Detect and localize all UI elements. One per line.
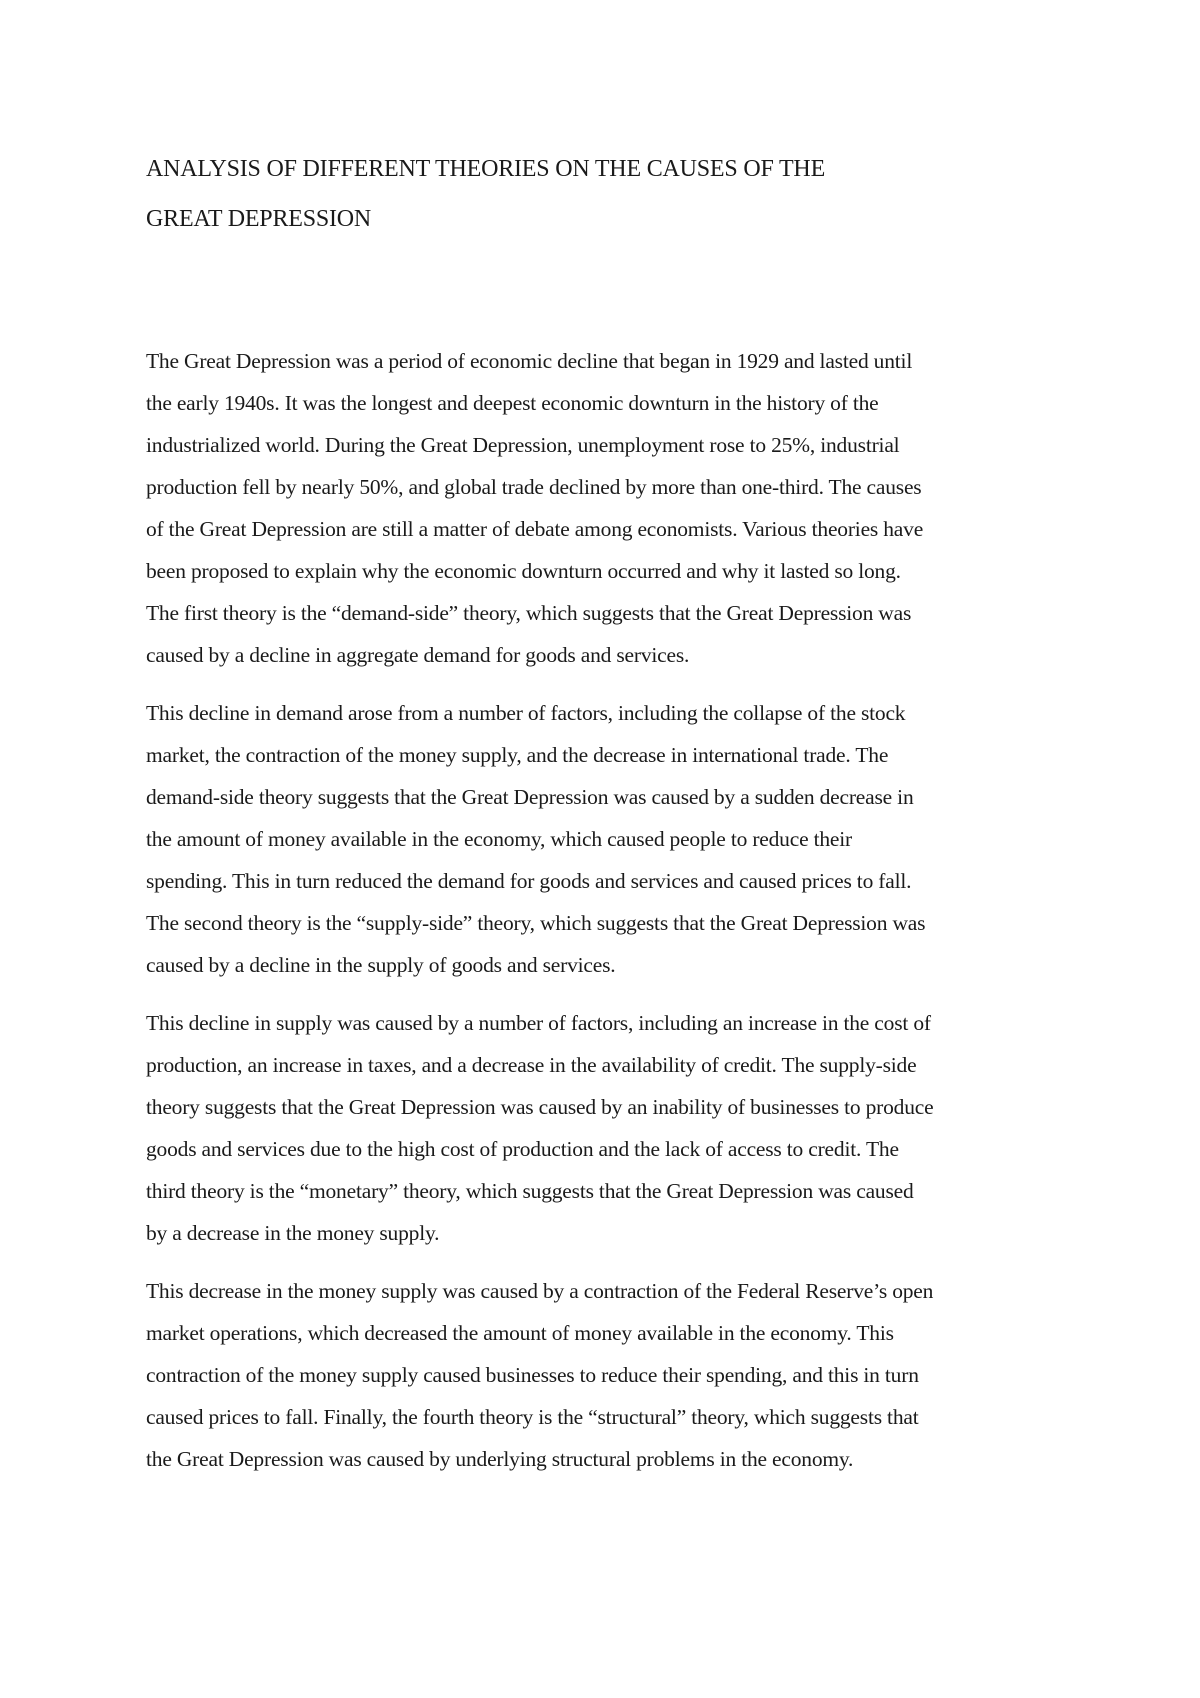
text-line: market, the contraction of the money supply, and the decrease in international trade. The <box>146 743 889 767</box>
text-line: industrialized world. During the Great Depression, unemployment rose to 25%, industrial <box>146 433 900 457</box>
text-line: This decline in demand arose from a number of factors, including the collapse of the stock <box>146 701 906 725</box>
text-line: been proposed to explain why the economic downturn occurred and why it lasted so long. <box>146 559 901 583</box>
title-line: GREAT DEPRESSION <box>146 206 372 232</box>
paragraph-4 <box>146 1270 1076 1480</box>
document-body <box>146 340 1076 1496</box>
paragraph-2 <box>146 692 1076 986</box>
document-title <box>146 144 1076 244</box>
text-line: market operations, which decreased the amount of money available in the economy. This <box>146 1321 894 1345</box>
text-line: The first theory is the “demand-side” theory, which suggests that the Great Depression was <box>146 601 912 625</box>
text-line: caused by a decline in aggregate demand for goods and services. <box>146 643 690 667</box>
text-line: the early 1940s. It was the longest and deepest economic downturn in the history of the <box>146 391 879 415</box>
title-line: ANALYSIS OF DIFFERENT THEORIES ON THE CAUSES OF THE <box>146 156 826 182</box>
paragraph-1 <box>146 340 1076 676</box>
text-line: The second theory is the “supply-side” theory, which suggests that the Great Depression was <box>146 911 926 935</box>
text-line: demand-side theory suggests that the Great Depression was caused by a sudden decrease in <box>146 785 914 809</box>
text-line: contraction of the money supply caused businesses to reduce their spending, and this in turn <box>146 1363 919 1387</box>
text-line: third theory is the “monetary” theory, which suggests that the Great Depression was caused <box>146 1179 914 1203</box>
text-line: production fell by nearly 50%, and global trade declined by more than one-third. The causes <box>146 475 922 499</box>
text-line: the amount of money available in the economy, which caused people to reduce their <box>146 827 852 851</box>
text-line: the Great Depression was caused by underlying structural problems in the economy. <box>146 1447 854 1471</box>
text-line: of the Great Depression are still a matter of debate among economists. Various theories have <box>146 517 924 541</box>
text-line: goods and services due to the high cost of production and the lack of access to credit. The <box>146 1137 899 1161</box>
text-line: theory suggests that the Great Depression was caused by an inability of businesses to produce <box>146 1095 934 1119</box>
text-line: caused by a decline in the supply of goods and services. <box>146 953 616 977</box>
text-line: spending. This in turn reduced the demand for goods and services and caused prices to fall. <box>146 869 912 893</box>
text-line: This decline in supply was caused by a number of factors, including an increase in the cost of <box>146 1011 931 1035</box>
text-line: production, an increase in taxes, and a decrease in the availability of credit. The supply-side <box>146 1053 917 1077</box>
text-line: The Great Depression was a period of economic decline that began in 1929 and lasted until <box>146 349 913 373</box>
text-line: This decrease in the money supply was caused by a contraction of the Federal Reserve’s open <box>146 1279 934 1303</box>
paragraph-3 <box>146 1002 1076 1254</box>
text-line: by a decrease in the money supply. <box>146 1221 440 1245</box>
text-line: caused prices to fall. Finally, the fourth theory is the “structural” theory, which suggests that <box>146 1405 919 1429</box>
